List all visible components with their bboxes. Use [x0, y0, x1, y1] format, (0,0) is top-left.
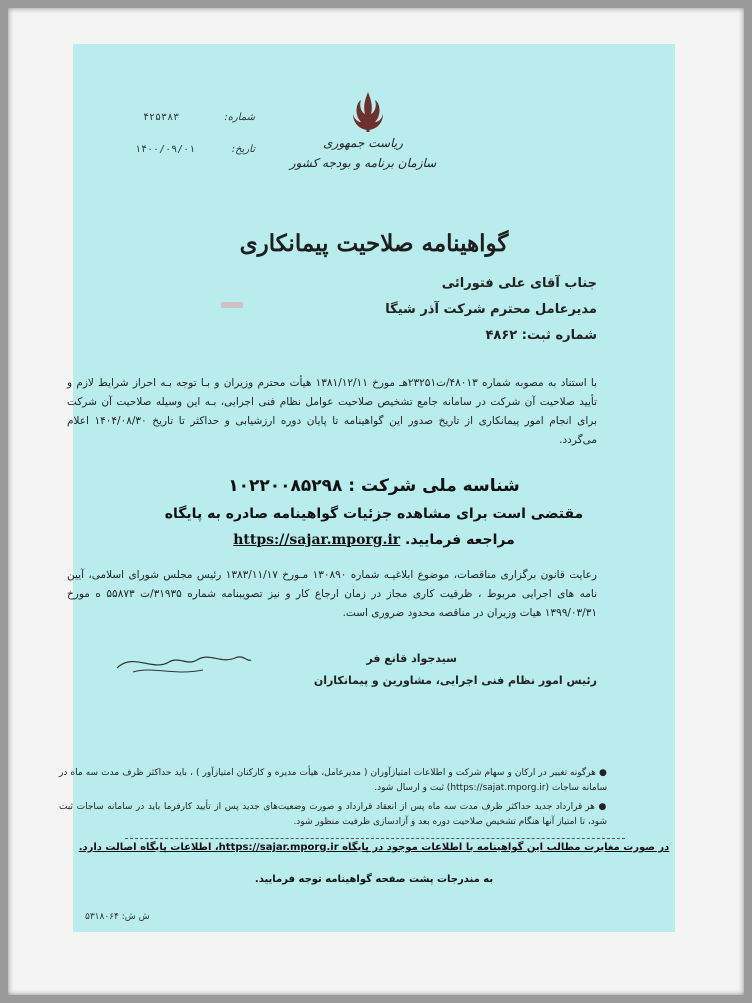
- back-page-note: به مندرجات پشت صفحه گواهینامه توجه فرمایید.: [254, 874, 494, 885]
- iran-emblem-icon: [351, 90, 385, 134]
- body-paragraph: با استناد به مصوبه شماره ۴۸۰۱۳/ت۲۳۲۵۱هـ مورخ ۱۳۸۱/۱۲/۱۱ هیأت محترم وزیران و بـا توجه بـه احراز شرایط لازم و تأیید صلاحیت آن شرکت در سامانه جامع تشخیص صلاحیت عوامل نظام فنی اجرایی، بـه این وسیله صلاحیت آن شرکت برای انجام امور پیمانکاری از تاریخ صدور این گواهینامه تا پایان دوره ارزشیابی و حداکثر تا تاریخ ۱۴۰۴/۰۸/۳۰ اعلام می‌گردد.: [67, 377, 598, 446]
- divider: [125, 838, 625, 839]
- number-label: شماره:: [224, 112, 255, 123]
- discrepancy-note: در صورت مغایرت مطالب این گواهینامه با اطلاعات موجود در پایگاه https://sajar.mporg.ir، اطلاعات پایگاه اصالت دارد.: [78, 842, 670, 853]
- org-line-2: سازمان برنامه و بودجه کشور: [289, 156, 437, 170]
- addressee-name: جناب آقای علی فتورائی: [441, 276, 597, 291]
- form-code: ش ش: ۵۳۱۸۰۶۴: [85, 912, 150, 922]
- addressee-role: مدیرعامل محترم شرکت آذر شیگا: [385, 302, 597, 317]
- signature-scribble-icon: [113, 642, 253, 682]
- number-value: ۴۲۵۳۸۳: [143, 112, 180, 123]
- national-id: شناسه ملی شرکت : ۱۰۲۲۰۰۸۵۲۹۸: [228, 476, 520, 496]
- note-item: ● هر قرارداد جدید حداکثر ظرف مدت سه ماه پس از انعقاد قرارداد و صورت وضعیت‌های جدید پس از تأیید کارفرما باید در سامانه ساجات ثبت شود، تا امتیاز آنها هنگام تشخیص صلاحیت دوره بعد و آزادسازی ظرفیت منظور شود.: [59, 802, 607, 827]
- note-1-text: هرگونه تغییر در ارکان و سهام شرکت و اطلاعات امتیازآوران ( مدیرعامل، هیأت مدیره و کارکنان امتیازآور ) ، باید حداکثر ظرف مدت سه ماه در سامانه ساجات (https://sajat.mporg.ir) ثبت و ارسال شود.: [59, 768, 607, 793]
- note-item: ● هرگونه تغییر در ارکان و سهام شرکت و اطلاعات امتیازآوران ( مدیرعامل، هیأت مدیره و کارکنان امتیازآور ) ، باید حداکثر ظرف مدت سه ماه در سامانه ساجات (https://sajat.mporg.ir) ثبت و ارسال شود.: [59, 768, 608, 793]
- signatory-name: سیدجواد قانع فر: [366, 652, 457, 665]
- date-value: ۱۴۰۰/۰۹/۰۱: [135, 144, 196, 155]
- date-label: تاریخ:: [231, 144, 255, 155]
- signatory-position: رئیس امور نظام فنی اجرایی، مشاورین و پیمانکاران: [313, 674, 597, 687]
- registration-number: شماره ثبت: ۴۸۶۲: [485, 328, 597, 343]
- site-refer-text: مراجعه فرمایید.: [405, 532, 515, 548]
- org-line-1: ریاست جمهوری: [323, 136, 403, 150]
- law-paragraph: رعایت قانون برگزاری مناقصات، موضوع ابلاغیـه شماره ۱۳۰۸۹۰ مـورخ ۱۳۸۳/۱۱/۱۷ رئیس مجلس شورای اسلامی، آیین نامه های اجرایی مربوط ، ظرفیت کاری مجاز در زمان ارجاع کار و نیز تصویبنامه شماره ۳۱۹۳۵/ت ۵۵۸۷۳ ه مورخ ۱۳۹۹/۰۳/۳۱ هیات وزیران در مناقصه محدود ضروری است.: [67, 569, 597, 619]
- sajar-link[interactable]: https://sajar.mporg.ir: [233, 532, 401, 548]
- faint-stamp: [221, 302, 243, 308]
- certificate-page: [59, 44, 675, 932]
- details-line: مقتضی است برای مشاهده جزئیات گواهینامه صادره به پایگاه: [164, 506, 584, 522]
- certificate-title: گواهینامه صلاحیت پیمانکاری: [239, 230, 509, 257]
- note-2-text: هر قرارداد جدید حداکثر ظرف مدت سه ماه پس از انعقاد قرارداد و صورت وضعیت‌های جدید پس از تأیید کارفرما باید در سامانه ساجات ثبت شود، تا امتیاز آنها هنگام تشخیص صلاحیت دوره بعد و آزادسازی ظرفیت منظور شود.: [59, 802, 607, 827]
